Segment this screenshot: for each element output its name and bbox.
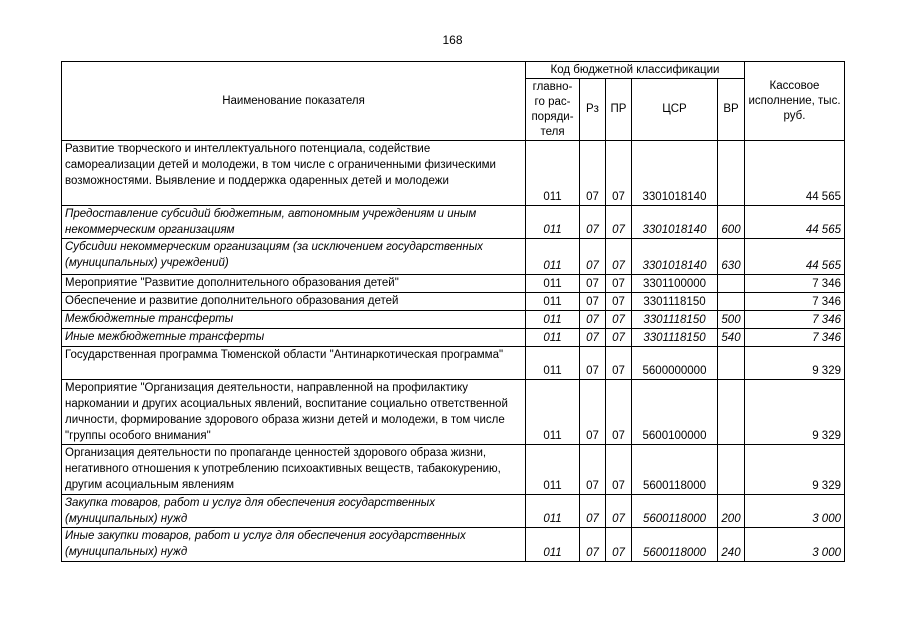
header-pr: ПР [606, 79, 632, 141]
row-vr [718, 347, 745, 380]
row-name: Организация деятельности по пропаганде ценностей здорового образа жизни, негативного отношения к употреблению психоактивных веществ, табакокурению, другим асоциальным явлениям [62, 445, 526, 495]
row-pr: 07 [606, 311, 632, 329]
row-amount: 44 565 [745, 141, 845, 206]
row-amount: 9 329 [745, 347, 845, 380]
row-amount: 44 565 [745, 239, 845, 275]
table-row [62, 380, 845, 445]
header-name: Наименование показателя [62, 62, 526, 141]
row-amount: 44 565 [745, 206, 845, 239]
row-grbs: 011 [526, 293, 580, 311]
row-pr: 07 [606, 206, 632, 239]
table-row [62, 528, 845, 562]
row-vr [718, 445, 745, 495]
table-row [62, 206, 845, 239]
table-row [62, 275, 845, 293]
row-amount: 3 000 [745, 495, 845, 528]
row-amount: 7 346 [745, 293, 845, 311]
row-grbs: 011 [526, 311, 580, 329]
row-vr: 540 [718, 329, 745, 347]
row-grbs: 011 [526, 495, 580, 528]
header-rz: Рз [580, 79, 606, 141]
row-pr: 07 [606, 141, 632, 206]
row-grbs: 011 [526, 141, 580, 206]
row-grbs: 011 [526, 329, 580, 347]
header-code-group: Код бюджетной классификации [526, 62, 745, 79]
row-pr: 07 [606, 239, 632, 275]
row-rz: 07 [580, 206, 606, 239]
header-amount: Кассовое исполнение, тыс. руб. [745, 62, 845, 141]
row-pr: 07 [606, 329, 632, 347]
header-grbs: главно-го рас-поряди-теля [526, 79, 580, 141]
row-grbs: 011 [526, 239, 580, 275]
row-rz: 07 [580, 275, 606, 293]
row-grbs: 011 [526, 445, 580, 495]
row-amount: 9 329 [745, 380, 845, 445]
page-number: 168 [442, 33, 463, 47]
row-vr: 240 [718, 528, 745, 562]
row-vr: 500 [718, 311, 745, 329]
row-vr [718, 293, 745, 311]
row-vr: 600 [718, 206, 745, 239]
row-pr: 07 [606, 380, 632, 445]
row-name: Мероприятие "Развитие дополнительного образования детей" [62, 275, 526, 293]
table-row [62, 311, 845, 329]
row-csr: 3301118150 [632, 293, 718, 311]
table-row [62, 495, 845, 528]
row-pr: 07 [606, 347, 632, 380]
row-amount: 7 346 [745, 311, 845, 329]
row-rz: 07 [580, 445, 606, 495]
table-row [62, 445, 845, 495]
table-row [62, 329, 845, 347]
row-name: Иные межбюджетные трансферты [62, 329, 526, 347]
header-vr: ВР [718, 79, 745, 141]
row-vr: 200 [718, 495, 745, 528]
row-csr: 3301018140 [632, 206, 718, 239]
row-vr: 630 [718, 239, 745, 275]
row-rz: 07 [580, 141, 606, 206]
row-grbs: 011 [526, 275, 580, 293]
row-name: Обеспечение и развитие дополнительного образования детей [62, 293, 526, 311]
row-csr: 3301118150 [632, 329, 718, 347]
row-name: Межбюджетные трансферты [62, 311, 526, 329]
row-csr: 3301018140 [632, 239, 718, 275]
row-csr: 3301100000 [632, 275, 718, 293]
header-csr: ЦСР [632, 79, 718, 141]
row-pr: 07 [606, 528, 632, 562]
row-csr: 5600100000 [632, 380, 718, 445]
row-name: Субсидии некоммерческим организациям (за исключением государственных (муниципальных) учреждений) [62, 239, 526, 275]
row-csr: 3301118150 [632, 311, 718, 329]
row-pr: 07 [606, 275, 632, 293]
row-name: Иные закупки товаров, работ и услуг для обеспечения государственных (муниципальных) нужд [62, 528, 526, 562]
row-csr: 5600118000 [632, 528, 718, 562]
row-amount: 7 346 [745, 329, 845, 347]
row-vr [718, 380, 745, 445]
row-rz: 07 [580, 495, 606, 528]
row-rz: 07 [580, 293, 606, 311]
row-rz: 07 [580, 329, 606, 347]
row-rz: 07 [580, 311, 606, 329]
row-name: Развитие творческого и интеллектуального потенциала, содействие самореализации детей и молодежи, в том числе с ограниченными физическими возможностями. Выявление и поддержка одаренных детей и молодежи [62, 141, 526, 206]
row-grbs: 011 [526, 528, 580, 562]
row-pr: 07 [606, 445, 632, 495]
row-name: Мероприятие "Организация деятельности, направленной на профилактику наркомании и других асоциальных явлений, воспитание социально ответственной личности, формирование здорового образа жизни детей и молодежи, в том числе "группы особого внимания" [62, 380, 526, 445]
table-row [62, 239, 845, 275]
table-row [62, 293, 845, 311]
row-rz: 07 [580, 239, 606, 275]
row-rz: 07 [580, 380, 606, 445]
row-pr: 07 [606, 495, 632, 528]
row-name: Закупка товаров, работ и услуг для обеспечения государственных (муниципальных) нужд [62, 495, 526, 528]
row-csr: 5600118000 [632, 495, 718, 528]
budget-table [61, 61, 845, 562]
row-grbs: 011 [526, 206, 580, 239]
row-pr: 07 [606, 293, 632, 311]
row-name: Государственная программа Тюменской области "Антинаркотическая программа" [62, 347, 526, 380]
row-grbs: 011 [526, 347, 580, 380]
row-csr: 5600118000 [632, 445, 718, 495]
row-name: Предоставление субсидий бюджетным, автономным учреждениям и иным некоммерческим организациям [62, 206, 526, 239]
row-grbs: 011 [526, 380, 580, 445]
row-vr [718, 141, 745, 206]
row-amount: 3 000 [745, 528, 845, 562]
row-amount: 7 346 [745, 275, 845, 293]
row-rz: 07 [580, 528, 606, 562]
row-csr: 3301018140 [632, 141, 718, 206]
row-rz: 07 [580, 347, 606, 380]
table-row [62, 141, 845, 206]
row-amount: 9 329 [745, 445, 845, 495]
row-vr [718, 275, 745, 293]
row-csr: 5600000000 [632, 347, 718, 380]
table-row [62, 347, 845, 380]
